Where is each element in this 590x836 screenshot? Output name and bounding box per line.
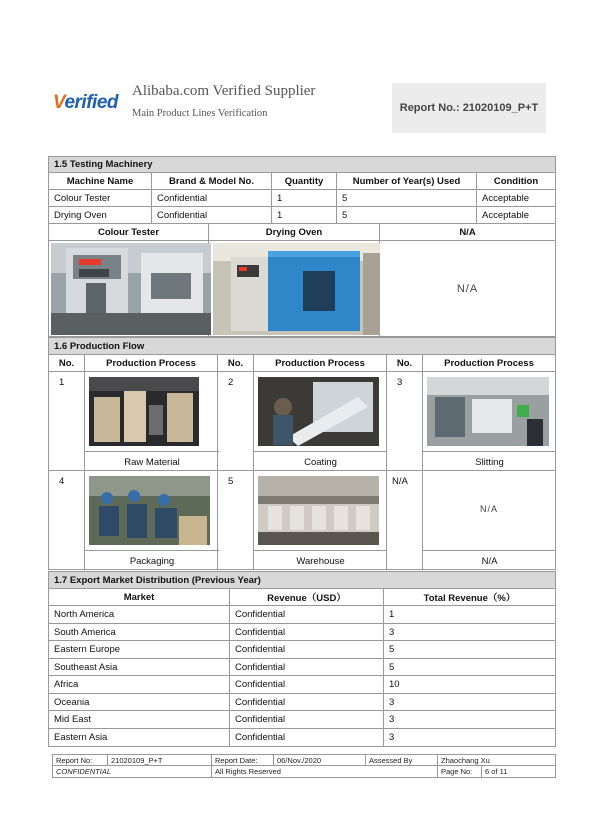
column-header: Total Revenue（%） (384, 589, 556, 606)
table-row (48, 207, 556, 224)
column-header: N/A (380, 224, 556, 241)
section-flow-title: 1.6 Production Flow (48, 337, 556, 355)
process-label: N/A (423, 550, 556, 571)
section-testing-title: 1.5 Testing Machinery (48, 156, 556, 173)
testing-header-row (48, 173, 556, 190)
table-row (48, 694, 556, 711)
column-header: Quantity (272, 173, 337, 190)
cell: Drying Oven (48, 207, 152, 224)
cell: 5 (384, 659, 556, 676)
report-number-box: Report No.: 21020109_P+T (392, 83, 546, 133)
step-number: 5 (218, 471, 254, 570)
cell: 5 (337, 190, 477, 207)
cell: Southeast Asia (48, 659, 230, 676)
cell: 3 (384, 624, 556, 641)
step-number: 3 (387, 372, 423, 471)
confidential-label: CONFIDENTIAL (52, 766, 212, 778)
cell: Acceptable (477, 207, 556, 224)
step-number: 2 (218, 372, 254, 471)
column-header: No. (48, 355, 85, 372)
cell: Confidential (230, 606, 384, 624)
process-label: Packaging (85, 550, 219, 571)
verified-logo: Verified (53, 92, 118, 113)
table-row (48, 641, 556, 659)
document-subtitle: Main Product Lines Verification (132, 108, 268, 119)
cell: 1 (272, 190, 337, 207)
table-row (48, 711, 556, 729)
column-header: Machine Name (48, 173, 152, 190)
table-row (48, 659, 556, 676)
cell: Eastern Asia (48, 729, 230, 747)
cell: Colour Tester (48, 190, 152, 207)
cell: 10 (384, 676, 556, 694)
document-title: Alibaba.com Verified Supplier (132, 83, 316, 99)
cell: 5 (384, 641, 556, 659)
process-label: Warehouse (254, 550, 387, 571)
column-header: Market (48, 589, 230, 606)
cell: Confidential (230, 676, 384, 694)
packaging-photo (89, 476, 210, 545)
column-header: Production Process (85, 355, 218, 372)
cell: North America (48, 606, 230, 624)
table-row (48, 190, 556, 207)
column-header: Drying Oven (209, 224, 380, 241)
coating-photo (258, 377, 379, 446)
column-header: Brand & Model No. (152, 173, 272, 190)
market-header-row (48, 589, 556, 606)
table-row (48, 624, 556, 641)
column-header: Condition (477, 173, 556, 190)
cell: Confidential (230, 711, 384, 729)
table-row (48, 676, 556, 694)
na-placeholder: N/A (479, 504, 498, 514)
cell: 1 (384, 606, 556, 624)
slitting-photo (427, 377, 549, 446)
cell: South America (48, 624, 230, 641)
footer-row (52, 754, 556, 766)
process-label: Raw Material (85, 451, 219, 472)
cell: Oceania (48, 694, 230, 711)
column-header: No. (218, 355, 254, 372)
cell: Confidential (230, 694, 384, 711)
rights-label: All Rights Reserved (212, 766, 438, 778)
step-number: N/A (387, 471, 423, 570)
column-header: Production Process (254, 355, 387, 372)
cell: 3 (384, 711, 556, 729)
footer-label: Assessed By (366, 754, 438, 766)
photo-header-row (48, 224, 556, 241)
section-market-title: 1.7 Export Market Distribution (Previous Year) (48, 571, 556, 589)
column-header: Colour Tester (48, 224, 209, 241)
cell: Confidential (152, 190, 272, 207)
column-header: Number of Year(s) Used (337, 173, 477, 190)
page-number: 6 of 11 (482, 766, 556, 778)
photo-cell (380, 241, 556, 337)
table-row (48, 606, 556, 624)
footer-value: 21020109_P+T (108, 754, 212, 766)
warehouse-photo (258, 476, 379, 545)
table-row (48, 729, 556, 747)
process-label: Slitting (423, 451, 556, 472)
step-number: 4 (48, 471, 85, 570)
footer-label: Report No: (52, 754, 108, 766)
na-placeholder: N/A (456, 282, 479, 295)
footer-value: Zhaochang Xu (438, 754, 556, 766)
footer-label: Report Date: (212, 754, 274, 766)
cell: Confidential (230, 624, 384, 641)
footer-row (52, 766, 556, 778)
column-header: Revenue（USD） (230, 589, 384, 606)
cell: 3 (384, 694, 556, 711)
cell: Confidential (230, 641, 384, 659)
cell: Africa (48, 676, 230, 694)
process-label: Coating (254, 451, 387, 472)
cell: Mid East (48, 711, 230, 729)
column-header: No. (387, 355, 423, 372)
footer-label: Page No: (438, 766, 482, 778)
cell: 1 (272, 207, 337, 224)
step-number: 1 (48, 372, 85, 471)
cell: 5 (337, 207, 477, 224)
drying-oven-photo (213, 243, 380, 335)
cell: 3 (384, 729, 556, 747)
cell: Confidential (152, 207, 272, 224)
cell: Confidential (230, 729, 384, 747)
colour-tester-photo (51, 243, 211, 335)
flow-header-row (48, 355, 556, 372)
cell: Eastern Europe (48, 641, 230, 659)
footer-value: 06/Nov./2020 (274, 754, 366, 766)
column-header: Production Process (423, 355, 556, 372)
cell: Confidential (230, 659, 384, 676)
cell: Acceptable (477, 190, 556, 207)
raw-material-photo (89, 377, 199, 446)
